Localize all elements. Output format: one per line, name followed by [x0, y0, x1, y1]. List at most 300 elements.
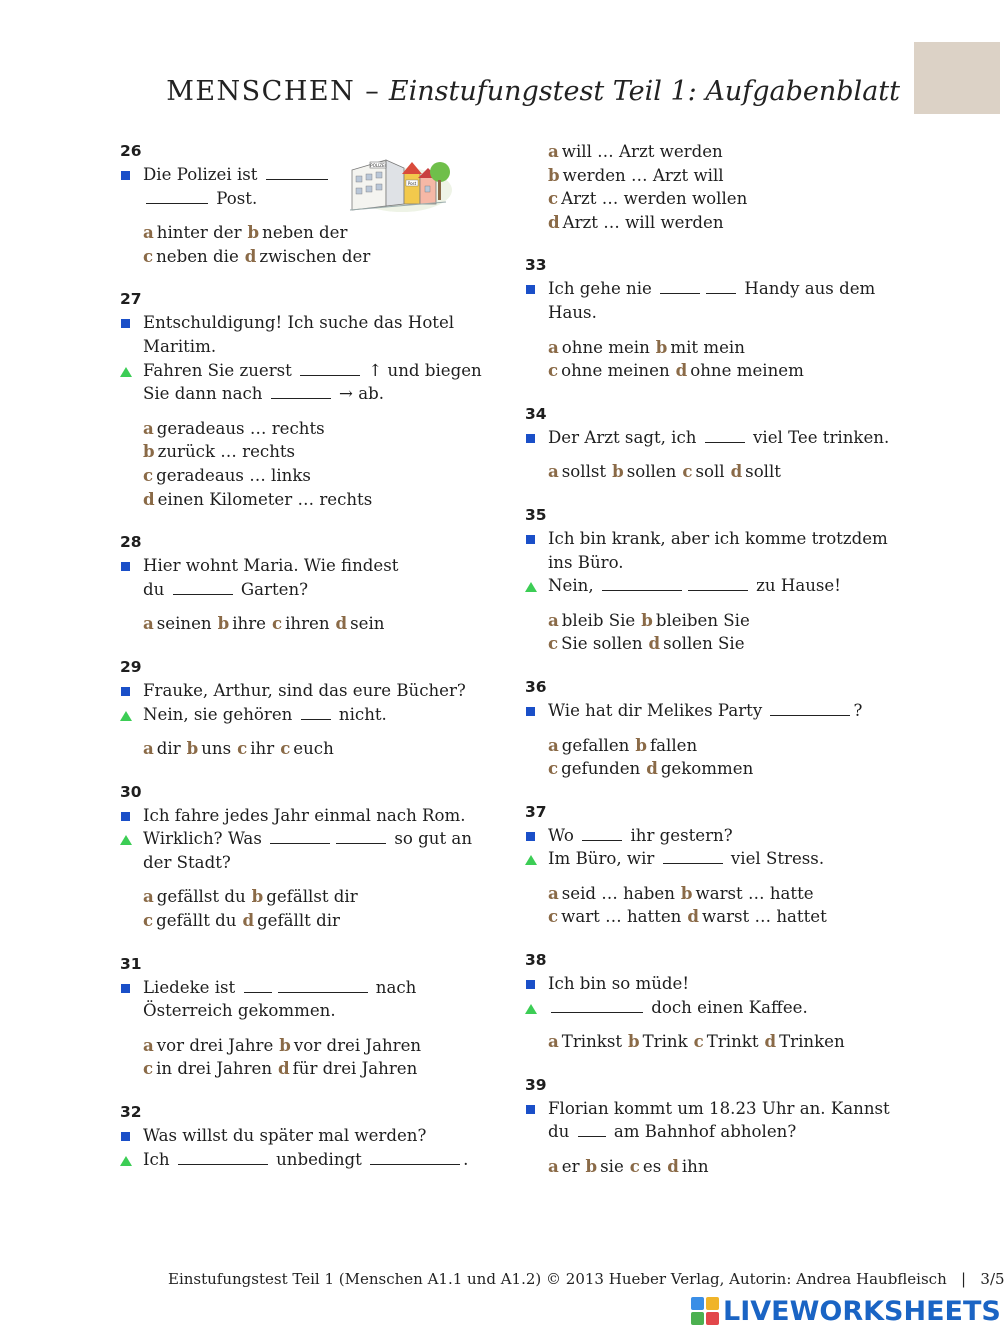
street-illustration [346, 150, 452, 214]
liveworksheets-logo-icon [691, 1297, 719, 1325]
option-letter: c [237, 738, 248, 759]
answer-option[interactable] [687, 907, 826, 926]
question-block [525, 949, 905, 1054]
answer-option[interactable] [143, 739, 181, 758]
question-line [120, 359, 490, 383]
question-text: Sie dann nach [143, 384, 268, 404]
option-text: bleiben Sie [655, 610, 750, 630]
answer-blank[interactable] [173, 579, 233, 595]
option-letter: a [143, 417, 154, 438]
question-text: nicht. [333, 704, 387, 724]
answer-blank[interactable] [336, 828, 386, 844]
option-letter: d [648, 633, 661, 654]
question-text: ↑ und biegen [363, 360, 482, 380]
answer-blank[interactable] [706, 278, 736, 294]
question-block [525, 403, 905, 484]
option-letter: c [280, 738, 291, 759]
answer-option[interactable] [248, 223, 348, 242]
question-number: 35 [525, 505, 547, 524]
question-number: 34 [525, 404, 547, 423]
answer-option[interactable] [143, 419, 325, 438]
question-number: 28 [120, 533, 142, 552]
answer-option[interactable] [548, 884, 675, 903]
question-line [120, 804, 490, 828]
question-text: Garten? [235, 579, 309, 599]
answer-option[interactable] [548, 611, 635, 630]
option-letter: a [548, 734, 559, 755]
option-text: sollen Sie [663, 634, 745, 654]
option-text: Trink [642, 1032, 688, 1052]
option-text: sollen [626, 462, 677, 482]
question-number: 38 [525, 951, 547, 970]
question-text: Was willst du später mal werden? [143, 1126, 427, 1146]
option-row [548, 734, 905, 758]
option-text: gefällt dir [257, 911, 340, 931]
option-letter: c [548, 906, 559, 927]
square-bullet-icon [526, 535, 535, 544]
option-row [548, 460, 905, 484]
question-text: Ich gehe nie [548, 279, 658, 299]
option-letter: b [655, 336, 668, 357]
square-bullet-icon [121, 812, 130, 821]
option-letter: c [143, 464, 154, 485]
answer-option[interactable] [548, 1032, 622, 1051]
question-text: ? [853, 700, 863, 720]
option-text: in drei Jahren [156, 1059, 273, 1079]
answer-option[interactable] [280, 739, 334, 758]
question-line [525, 277, 905, 301]
question-text: unbedingt [270, 1149, 368, 1169]
answer-blank[interactable] [578, 1121, 606, 1137]
option-text: sein [350, 614, 385, 634]
answer-option[interactable] [630, 1157, 661, 1176]
question-block [525, 254, 905, 382]
option-text: ihren [285, 614, 330, 634]
option-letter: b [217, 613, 230, 634]
option-text: sollst [561, 462, 607, 482]
answer-option[interactable] [548, 189, 747, 208]
answer-blank[interactable] [688, 575, 748, 591]
left-column [120, 140, 490, 1191]
question-text: Wie hat dir Melikes Party [548, 700, 768, 720]
answer-blank[interactable] [244, 977, 272, 993]
answer-option[interactable] [682, 462, 724, 481]
option-text: gefällst dir [266, 887, 358, 907]
option-text: werden … Arzt will [562, 165, 724, 185]
option-row [143, 1057, 490, 1081]
question-text: Die Polizei ist [143, 165, 263, 184]
answer-options [120, 612, 490, 636]
option-row [548, 140, 905, 164]
question-line [525, 996, 905, 1020]
answer-option[interactable] [336, 614, 385, 633]
option-text: Arzt … werden wollen [561, 189, 748, 209]
option-text: gefunden [561, 759, 641, 779]
question-line [120, 703, 490, 727]
option-row [548, 336, 905, 360]
option-letter: c [548, 360, 559, 381]
option-row [548, 609, 905, 633]
question-line [120, 554, 490, 578]
question-text: Maritim. [143, 336, 217, 356]
answer-option[interactable] [143, 490, 372, 509]
question-block [525, 504, 905, 656]
answer-option[interactable] [143, 911, 236, 930]
answer-option[interactable] [143, 466, 311, 485]
answer-option[interactable] [143, 1036, 273, 1055]
option-row [548, 757, 905, 781]
option-text: Sie sollen [561, 634, 643, 654]
option-letter: b [612, 461, 624, 482]
question-line [120, 382, 490, 406]
option-text: fallen [649, 735, 698, 755]
option-text: ihn [681, 1157, 709, 1177]
answer-option[interactable] [548, 462, 606, 481]
question-number: 32 [120, 1103, 142, 1122]
option-letter: b [585, 1156, 598, 1177]
answer-option[interactable] [635, 736, 697, 755]
answer-option[interactable] [548, 166, 724, 185]
answer-option[interactable] [218, 614, 266, 633]
option-row [143, 909, 490, 933]
question-line [120, 578, 490, 602]
square-bullet-icon [121, 319, 130, 328]
square-bullet-icon [121, 1132, 130, 1141]
question-line [525, 527, 905, 551]
triangle-bullet-icon [120, 1156, 132, 1166]
page-title [166, 76, 900, 107]
answer-option[interactable] [667, 1157, 708, 1176]
option-text: Arzt … will werden [562, 212, 724, 232]
option-text: zurück … rechts [157, 442, 296, 462]
option-row [143, 417, 490, 441]
answer-blank[interactable] [271, 383, 331, 399]
option-row [548, 632, 905, 656]
option-row [143, 612, 490, 636]
option-text: geradeaus … rechts [156, 418, 325, 438]
option-text: Trinkt [706, 1032, 759, 1052]
option-letter: d [764, 1031, 777, 1052]
answer-option[interactable] [143, 247, 239, 266]
answer-blank[interactable] [770, 700, 850, 716]
answer-options [120, 885, 490, 932]
option-text: seinen [156, 614, 212, 634]
answer-option[interactable] [612, 462, 676, 481]
answer-blank[interactable] [278, 977, 368, 993]
question-line [120, 827, 490, 851]
option-text: ohne meinem [690, 361, 804, 381]
answer-blank[interactable] [582, 825, 622, 841]
question-text: Entschuldigung! Ich suche das Hotel [143, 313, 455, 333]
question-text: Der Arzt sagt, ich [548, 427, 702, 447]
right-column [525, 140, 905, 1199]
answer-blank[interactable] [602, 575, 682, 591]
answer-option[interactable] [245, 247, 371, 266]
option-text: mit mein [670, 337, 745, 357]
option-text: ihr [250, 739, 275, 759]
option-text: vor drei Jahre [156, 1035, 274, 1055]
answer-option[interactable] [143, 223, 242, 242]
option-row [143, 885, 490, 909]
option-letter: d [548, 211, 560, 232]
question-line [525, 847, 905, 871]
answer-blank[interactable] [705, 427, 745, 443]
question-line [120, 679, 490, 703]
answer-option[interactable] [237, 739, 274, 758]
square-bullet-icon [121, 562, 130, 571]
option-text: es [642, 1157, 662, 1177]
police-sign: POLIZEI [370, 163, 386, 168]
question-line [120, 999, 490, 1023]
answer-blank[interactable] [270, 828, 330, 844]
answer-option[interactable] [676, 361, 804, 380]
question-block [120, 288, 490, 511]
triangle-bullet-icon [120, 367, 132, 377]
option-letter: b [143, 441, 155, 462]
answer-option[interactable] [641, 611, 750, 630]
answer-option[interactable] [548, 142, 723, 161]
option-text: für drei Jahren [292, 1059, 418, 1079]
answer-options [120, 1034, 490, 1081]
option-letter: d [143, 488, 155, 509]
answer-option[interactable] [187, 739, 232, 758]
question-block [525, 801, 905, 929]
option-letter: a [548, 609, 559, 630]
option-text: sollt [745, 462, 781, 482]
question-block [120, 1101, 490, 1171]
question-text: zu Hause! [750, 576, 841, 596]
question-text: der Stadt? [143, 852, 231, 872]
question-block [120, 531, 490, 636]
question-text: Ich bin krank, aber ich komme trotzdem [548, 528, 888, 548]
option-letter: b [628, 1031, 640, 1052]
option-letter: a [143, 613, 154, 634]
answer-option[interactable] [143, 442, 295, 461]
question-text: nach [370, 977, 417, 997]
option-letter: b [279, 1034, 291, 1055]
option-row [143, 440, 490, 464]
answer-options [120, 417, 490, 511]
question-text: ins Büro. [548, 552, 624, 572]
option-letter: b [635, 734, 647, 755]
triangle-bullet-icon [120, 711, 132, 721]
option-text: uns [201, 739, 232, 759]
question-text: du [143, 579, 170, 599]
answer-option[interactable] [278, 1059, 417, 1078]
option-letter: d [335, 613, 348, 634]
square-bullet-icon [526, 832, 535, 841]
answer-blank[interactable] [146, 188, 208, 204]
question-text: Nein, [548, 576, 599, 596]
answer-blank[interactable] [300, 360, 360, 376]
answer-option[interactable] [548, 736, 629, 755]
option-letter: c [629, 1156, 640, 1177]
answer-blank[interactable] [663, 848, 723, 864]
answer-option[interactable] [143, 887, 246, 906]
question-block [525, 676, 905, 781]
answer-blank[interactable] [266, 164, 328, 180]
answer-options [525, 882, 905, 929]
question-text: Post. [211, 188, 258, 208]
answer-option[interactable] [694, 1032, 759, 1051]
option-letter: c [271, 613, 283, 634]
option-letter: b [186, 738, 199, 759]
option-text: dir [156, 739, 181, 759]
page-number: 3/5 [980, 1270, 1005, 1288]
footer [168, 1270, 1005, 1288]
answer-option[interactable] [279, 1036, 421, 1055]
answer-option[interactable] [681, 884, 814, 903]
option-text: will … Arzt werden [561, 142, 723, 161]
question-text: Wo [548, 825, 580, 845]
answer-option[interactable] [548, 634, 643, 653]
option-letter: a [143, 1034, 154, 1055]
answer-option[interactable] [548, 907, 681, 926]
answer-option[interactable] [765, 1032, 845, 1051]
option-text: euch [293, 739, 334, 759]
liveworksheets-brand[interactable] [691, 1294, 1001, 1328]
option-row [143, 737, 490, 761]
question-line [525, 699, 905, 723]
question-line [525, 551, 905, 575]
question-line [120, 1148, 490, 1172]
question-line [525, 972, 905, 996]
option-letter: c [548, 188, 559, 209]
option-text: seid … haben [561, 883, 675, 903]
option-text: gefällst du [156, 887, 246, 907]
answer-option[interactable] [548, 338, 650, 357]
option-row [143, 1034, 490, 1058]
option-letter: a [548, 1031, 559, 1052]
question-text: doch einen Kaffee. [646, 997, 808, 1017]
answer-option[interactable] [548, 213, 724, 232]
option-row [143, 464, 490, 488]
square-bullet-icon [526, 434, 535, 443]
answer-blank[interactable] [660, 278, 700, 294]
option-letter: d [278, 1058, 290, 1079]
question-line [525, 1120, 905, 1144]
question-number: 27 [120, 290, 142, 309]
option-text: geradeaus … links [156, 465, 311, 485]
option-text: gekommen [660, 759, 754, 779]
title-caps: MENSCHEN – [166, 76, 381, 107]
answer-option[interactable] [548, 759, 640, 778]
option-text: Trinkst [561, 1032, 622, 1052]
option-letter: a [548, 336, 559, 357]
question-text: Hier wohnt Maria. Wie findest [143, 556, 399, 576]
answer-option[interactable] [646, 759, 753, 778]
option-letter: c [143, 245, 154, 266]
option-text: gefallen [561, 735, 630, 755]
option-row [143, 245, 490, 269]
answer-option[interactable] [656, 338, 745, 357]
triangle-bullet-icon [525, 582, 537, 592]
question-block [120, 953, 490, 1081]
option-letter: a [143, 222, 154, 243]
footer-separator: | [961, 1270, 967, 1288]
answer-option[interactable] [586, 1157, 624, 1176]
answer-blank[interactable] [551, 997, 643, 1013]
question-line [120, 851, 490, 875]
question-number: 37 [525, 802, 547, 821]
square-bullet-icon [526, 980, 535, 989]
option-text: hinter der [156, 223, 242, 243]
answer-options [525, 140, 905, 234]
square-bullet-icon [526, 285, 535, 294]
option-text: einen Kilometer … rechts [157, 489, 373, 509]
triangle-bullet-icon [120, 835, 132, 845]
option-letter: c [548, 633, 559, 654]
option-letter: b [641, 609, 653, 630]
option-letter: d [242, 910, 255, 931]
answer-option[interactable] [143, 614, 212, 633]
question-text: → ab. [333, 384, 385, 404]
question-number: 26 [120, 142, 142, 160]
question-line [525, 574, 905, 598]
question-line [525, 1097, 905, 1121]
answer-option[interactable] [731, 462, 781, 481]
option-row [548, 1030, 905, 1054]
answer-option[interactable] [143, 1059, 272, 1078]
question-line [525, 426, 905, 450]
option-letter: a [548, 882, 559, 903]
option-letter: b [247, 222, 260, 243]
answer-options [525, 336, 905, 383]
option-letter: a [143, 886, 154, 907]
answer-option[interactable] [242, 911, 340, 930]
option-letter: d [687, 906, 699, 927]
option-letter: c [548, 758, 559, 779]
answer-option[interactable] [649, 634, 745, 653]
option-row [548, 211, 905, 235]
header-tab [914, 42, 1000, 114]
question-text: ihr gestern? [625, 825, 733, 845]
question-text: Haus. [548, 302, 597, 322]
option-text: bleib Sie [561, 610, 636, 630]
answer-option[interactable] [548, 361, 670, 380]
option-text: soll [695, 462, 725, 482]
option-letter: c [693, 1031, 704, 1052]
option-letter: a [143, 738, 154, 759]
answer-option[interactable] [252, 887, 358, 906]
answer-blank[interactable] [178, 1149, 268, 1165]
answer-option[interactable] [548, 1157, 580, 1176]
option-row [548, 905, 905, 929]
question-text: am Bahnhof abholen? [608, 1122, 797, 1142]
title-italic: Einstufungstest Teil 1: Aufgabenblatt [388, 76, 900, 107]
question-text: viel Stress. [725, 849, 825, 869]
answer-blank[interactable] [370, 1149, 460, 1165]
option-letter: c [682, 461, 693, 482]
option-text: ihre [232, 614, 266, 634]
question-block [525, 140, 905, 234]
question-line [120, 311, 490, 335]
question-number: 39 [525, 1075, 547, 1094]
question-number: 29 [120, 657, 142, 676]
answer-options [525, 1155, 905, 1179]
option-row [143, 488, 490, 512]
question-text: Ich fahre jedes Jahr einmal nach Rom. [143, 805, 466, 825]
answer-option[interactable] [628, 1032, 688, 1051]
option-row [143, 221, 490, 245]
option-letter: b [680, 882, 693, 903]
answer-option[interactable] [272, 614, 330, 633]
option-text: warst … hatte [695, 883, 814, 903]
option-row [548, 1155, 905, 1179]
question-line [525, 301, 905, 325]
answer-options [525, 1030, 905, 1054]
answer-blank[interactable] [301, 704, 331, 720]
